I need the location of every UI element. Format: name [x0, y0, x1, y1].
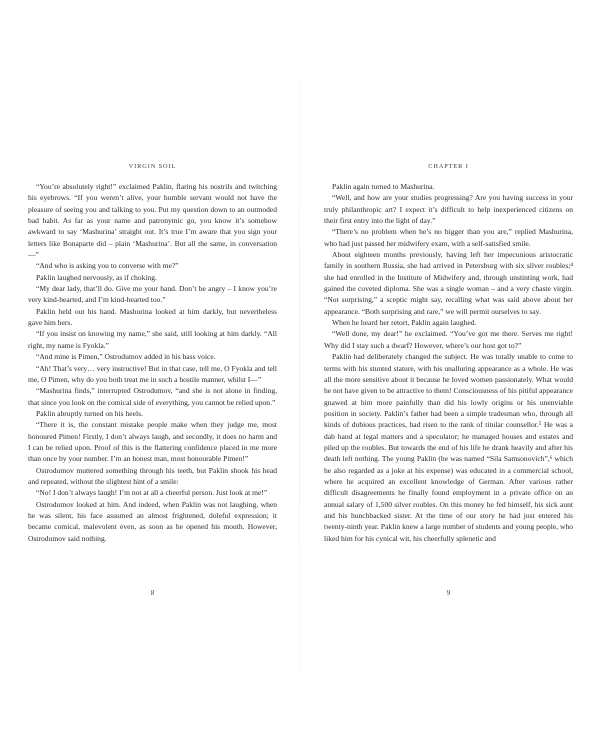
right-page-number: 9	[446, 589, 451, 597]
right-running-head: CHAPTER I	[428, 163, 469, 170]
paragraph: “Well, and how are your studies progressing? Are you having success in your truly philanthropic art? I expect it’s difficult to help inexperienced citizens on their first entry into the light of day.”	[324, 193, 573, 226]
paragraph: “And who is asking you to converse with me?”	[36, 261, 179, 271]
paragraph: Paklin had deliberately changed the subject. He was totally unable to come to terms with his stunted stature, with his unalluring appearance as a whole. He was all the more sensitive about it because he loved women passionately. What would he not have given to be attractive to them! Consciousness of his pitiful appearance gnawed at him more painfully than did his lowly origins or his unenviable position in society. Paklin’s father had been a simple tradesman who, through all kinds of dubious practices, had risen to the rank of titular counsellor.⁵ He was a dab hand at legal matters and a speculator; he managed houses and estates and piled up the roubles. But towards the end of his life he drank heavily and after his death left nothing. The young Paklin (he was named “Sila Samsonovich”,⁶ which he also regarded as a joke at his expense) was educated in a commercial school, where he acquired an excellent knowledge of German. After various rather difficult disagreements he finally found employment in a private office on an annual salary of 1,500 silver roubles. On this money he fed himself, his sick aunt and his hunchbacked sister. At the time of our story he had just entered his twenty-ninth year. Paklin knew a large number of students and young people, who liked him for his cynical wit, his cheerfully splenetic and	[324, 352, 573, 543]
paragraph: About eighteen months previously, having left her impecunious aristocratic family in southern Russia, she had arrived in Petersburg with six silver roubles;⁴ she had enrolled in the Institute of Midwifery and, through unstinting work, had gained the coveted diploma. She was a single woman – and a very chaste virgin. “Not surprising,” a sceptic might say, recalling what was said above about her appearance. “Both surprising and rare,” we will permit ourselves to say.	[324, 250, 573, 316]
left-page-body	[28, 181, 277, 544]
right-page	[324, 163, 573, 544]
paragraph: “There’s no problem when he’s no bigger than you are,” replied Mashurina, who had just passed her midwifery exam, with a self-satisfied smile.	[324, 227, 573, 248]
paragraph: When he heard her retort, Paklin again laughed.	[332, 318, 477, 328]
paragraph: Paklin laughed nervously, as if choking.	[36, 272, 157, 282]
paragraph: “There it is, the constant mistake people make when they judge me, most honoured Pimen! Firstly, I don’t always laugh, and secondly, it does no harm and I can be relied upon. Proof of this is the flattering confidence placed in me more than once by your number. I’m an honest man, most honourable Pimen!”	[28, 420, 277, 464]
page-gutter	[299, 0, 300, 750]
paragraph: “If you insist on knowing my name,” she said, still looking at him darkly. “All right, my name is Fyokla.”	[28, 329, 277, 350]
paragraph: Ostrodumov looked at him. And indeed, when Paklin was not laughing, when he was silent, his face assumed an almost frightened, doleful expression; it became comical, malevolent even, as soon as he opened his mouth. However, Ostrodumov said nothing.	[28, 499, 277, 543]
left-running-head: VIRGIN SOIL	[128, 163, 177, 170]
paragraph: Paklin abruptly turned on his heels.	[36, 408, 143, 418]
left-page-number: 8	[150, 589, 155, 597]
paragraph: “Mashurina finds,” interrupted Ostrodumov, “and she is not alone in finding, that since you look on the comical side of everything, you cannot be relied upon.”	[28, 386, 277, 407]
paragraph: Paklin again turned to Mashurina.	[332, 182, 435, 191]
right-page-body	[324, 181, 573, 544]
paragraph: “Well done, my dear!” he exclaimed. “You’ve got me there. Serves me right! Why did I stay such a dwarf? However, where’s our host got to?”	[324, 329, 573, 350]
left-page	[28, 163, 277, 544]
paragraph: “No! I don’t always laugh! I’m not at all a cheerful person. Just look at me!”	[36, 488, 268, 498]
paragraph: “You’re absolutely right!” exclaimed Paklin, flaring his nostrils and twitching his eyebrows. “If you weren’t alive, your humble servant would not have the pleasure of seeing you and talking to you. Put my question down to an outmoded bad habit. As far as your name and patronymic go, you know it’s somehow awkward to say ‘Mashurina’ straight out. It’s true I’m aware that you sign your letters like Bonaparte did – plain ‘Mashurina’. But all the same, in conversation—”	[28, 182, 277, 260]
paragraph: “Ah! That’s very… very instructive! But in that case, tell me, O Fyokla and tell me, O Pimen, why do you both treat me in such a hostile manner, whilst I—”	[28, 363, 277, 384]
paragraph: Paklin held out his hand. Mashurina looked at him darkly, but nevertheless gave him hers.	[28, 306, 277, 328]
paragraph: “And mine is Pimen,” Ostrodumov added in his bass voice.	[36, 352, 216, 362]
paragraph: “My dear lady, that’ll do. Give me your hand. Don’t be angry – I know you’re very kind-hearted, and I’m kind-hearted too.”	[28, 284, 277, 305]
paragraph: Ostrodumov muttered something through his teeth, but Paklin shook his head and repeated, without the slightest hint of a smile:	[28, 465, 277, 486]
